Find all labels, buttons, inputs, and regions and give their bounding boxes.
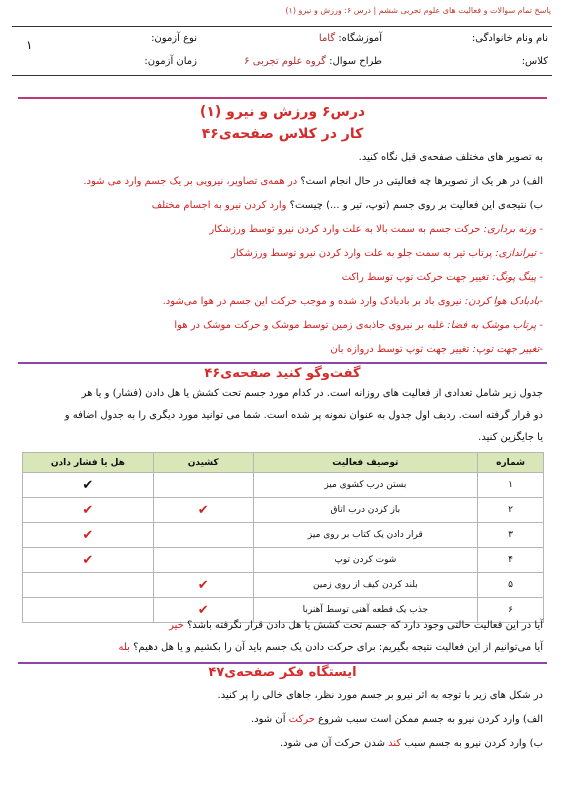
divider-top <box>18 97 547 99</box>
s1-item-value: تغییر جهت حرکت توپ توسط راکت <box>341 272 493 283</box>
row-pull-check <box>153 548 253 573</box>
s1-item-key: -بادبادک هوا کردن: <box>464 296 543 307</box>
row-push-check <box>23 598 154 623</box>
row-pull-check: ✔ <box>153 498 253 523</box>
s1-qa-answer: در همه‌ی تصاویر، نیرویی بر یک جسم وارد می شود. <box>83 176 298 187</box>
row-number: ۴ <box>478 548 544 573</box>
divider-section3 <box>18 662 547 664</box>
row-pull-check: ✔ <box>153 598 253 623</box>
s3-b-answer: کند <box>388 738 402 749</box>
row-number: ۶ <box>478 598 544 623</box>
table-body <box>23 473 544 623</box>
designer-value: گروه علوم تجربی ۶ <box>244 56 326 67</box>
table-row <box>23 498 544 523</box>
designer-field <box>244 56 382 67</box>
row-number: ۳ <box>478 523 544 548</box>
row-description: جذب یک قطعه آهنی توسط آهنربا <box>253 598 478 623</box>
name-label: نام ونام خانوادگی: <box>471 33 548 44</box>
col-header-description: توصیف فعالیت <box>253 453 478 473</box>
s2-question-1 <box>20 620 543 631</box>
row-push-check <box>23 573 154 598</box>
col-header-pull: کشیدن <box>153 453 253 473</box>
row-push-check: ✔ <box>23 548 154 573</box>
s2-q1-text: آیا در این فعالیت حالتی وجود دارد که جسم تحت کشش یا هل دادن قرار نگرفته باشد؟ <box>187 620 543 631</box>
lesson-title: درس۶ ورزش و نیرو (۱) <box>199 104 366 120</box>
s2-paragraph-line: جدول زیر شامل تعدادی از فعالیت های روزانه است. در کدام مورد جسم تحت کشش یا هل دادن (فشار) و یا هر <box>81 388 543 399</box>
school-field <box>319 33 382 44</box>
s3-a-text-end: آن شود. <box>251 714 286 725</box>
row-number: ۱ <box>478 473 544 498</box>
s1-item <box>20 320 543 331</box>
table-row <box>23 598 544 623</box>
col-header-push: هل یا فشار دادن <box>23 453 154 473</box>
s1-item <box>20 248 543 259</box>
s3-b-text: ب) وارد کردن نیرو به جسم سبب <box>404 738 543 749</box>
s1-item-key: - پرتاب موشک به فضا: <box>447 320 543 331</box>
table-row <box>23 473 544 498</box>
s1-item <box>20 344 543 355</box>
section3-title: ایستگاه فکر صفحه‌ی۴۷ <box>208 665 357 680</box>
row-pull-check: ✔ <box>153 573 253 598</box>
s1-item-value: تغییر جهت توپ توسط دروازه بان <box>330 344 473 355</box>
s1-qb-text: ب) نتیجه‌ی این فعالیت بر روی جسم (توپ، تیر و ...) چیست؟ <box>289 200 543 211</box>
divider-section2 <box>18 362 547 364</box>
row-description: بلند کردن کیف از روی زمین <box>253 573 478 598</box>
section2-title: گفت‌وگو کنید صفحه‌ی۴۶ <box>204 366 361 381</box>
s1-item-value: نیروی باد بر بادبادک وارد شده و موجب حرکت این جسم در هوا می‌شود. <box>162 296 465 307</box>
exam-time-label: زمان آزمون: <box>144 56 197 67</box>
s3-a-answer: حرکت <box>288 714 315 725</box>
s1-item <box>20 224 543 235</box>
s2-q1-answer: خیر <box>169 620 184 631</box>
s1-item-value: پرتاب تیر به سمت جلو به علت وارد کردن نیرو توسط ورزشکار <box>231 248 496 259</box>
s2-paragraph-line: یا جایگزین کنید. <box>478 432 543 443</box>
s2-question-2 <box>20 642 543 653</box>
s1-item-value: حرکت جسم به سمت بالا به علت وارد کردن نیرو توسط ورزشکار <box>209 224 484 235</box>
col-header-number: شماره <box>478 453 544 473</box>
row-push-check: ✔ <box>23 523 154 548</box>
table-header-row <box>23 453 544 473</box>
designer-label: طراح سوال: <box>329 56 382 67</box>
page-number: ۱ <box>26 38 33 52</box>
s3-item-a <box>20 714 543 725</box>
s1-item-key: -تغییر جهت توپ: <box>472 344 543 355</box>
table-row <box>23 523 544 548</box>
s1-item-key: - وزنه برداری: <box>483 224 543 235</box>
row-number: ۲ <box>478 498 544 523</box>
s3-item-b <box>20 738 543 749</box>
school-label: آموزشگاه: <box>338 33 382 44</box>
table-row <box>23 548 544 573</box>
class-label: کلاس: <box>521 56 548 67</box>
s1-item <box>20 296 543 307</box>
page-top-caption: پاسخ تمام سوالات و فعالیت های علوم تجربی ششم | درس ۶: ورزش و نیرو (۱) <box>285 6 551 15</box>
s1-item-key: - پینگ پونگ: <box>492 272 543 283</box>
s1-item <box>20 272 543 283</box>
s3-b-text-end: شدن حرکت آن می شود. <box>280 738 385 749</box>
section1-title: کار در کلاس صفحه‌ی۴۶ <box>201 126 364 142</box>
row-number: ۵ <box>478 573 544 598</box>
s2-q2-answer: بله <box>118 642 130 653</box>
s1-qb-answer: وارد کردن نیرو به اجسام مختلف <box>151 200 287 211</box>
activity-table <box>22 452 544 623</box>
row-pull-check <box>153 473 253 498</box>
row-description: باز کردن درب اتاق <box>253 498 478 523</box>
s1-question-a <box>20 176 543 187</box>
row-push-check: ✔ <box>23 473 154 498</box>
s3-a-text: الف) وارد کردن نیرو به جسم ممکن است سبب شروع <box>318 714 543 725</box>
s2-paragraph-line: دو قرار گرفته است. ردیف اول جدول به عنوان نمونه پر شده است. شما می توانید مورد دیگری را به جدول اضافه و <box>64 410 543 421</box>
s2-q2-text: آیا می‌توانیم از این فعالیت نتیجه بگیریم: برای حرکت دادن یک جسم باید آن را بکشیم و یا هل دهیم؟ <box>133 642 543 653</box>
s1-item-value: غلبه بر نیروی جاذبه‌ی زمین توسط موشک و حرکت موشک در هوا <box>174 320 448 331</box>
table-row <box>23 573 544 598</box>
s1-qa-text: الف) در هر یک از تصویرها چه فعالیتی در حال انجام است؟ <box>300 176 543 187</box>
row-description: شوت کردن توپ <box>253 548 478 573</box>
s1-item-key: - تیراندازی: <box>495 248 543 259</box>
exam-type-label: نوع آزمون: <box>151 33 197 44</box>
s1-intro: به تصویر های مختلف صفحه‌ی قبل نگاه کنید. <box>358 152 543 163</box>
row-pull-check <box>153 523 253 548</box>
exam-header <box>12 26 552 76</box>
s3-intro: در شکل های زیر با توجه به اثر نیرو بر جسم مورد نظر، جاهای خالی را پر کنید. <box>217 690 543 701</box>
row-description: بستن درب کشوی میز <box>253 473 478 498</box>
row-push-check: ✔ <box>23 498 154 523</box>
school-value: گاما <box>318 33 336 44</box>
s1-question-b <box>20 200 543 211</box>
row-description: قرار دادن یک کتاب بر روی میز <box>253 523 478 548</box>
